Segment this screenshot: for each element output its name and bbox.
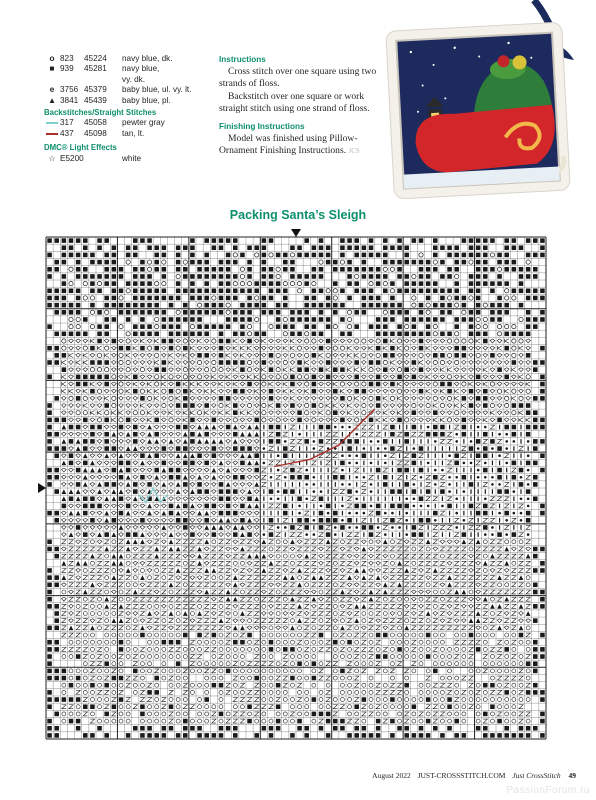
finishing-heading: Finishing Instructions <box>219 122 305 132</box>
instruction-paragraph: Backstitch over one square or work straight stitch using one strand of floss. <box>219 90 370 114</box>
key-name: navy blue, dk. <box>122 54 173 63</box>
key-anchor: 45224 <box>84 54 107 63</box>
key-symbol: ■ <box>49 64 55 74</box>
backstitch-swatch <box>44 129 60 139</box>
stitch-chart <box>38 229 554 747</box>
backstitch-heading: Backstitches/Straight Stitches <box>44 108 157 118</box>
instruction-paragraph: Model was finished using Pillow-Ornament Finishing Instructions. JCS <box>219 133 360 157</box>
instruction-paragraph: Cross stitch over one square using two strands of floss. <box>219 66 377 90</box>
key-row <box>44 154 214 164</box>
page-number: 49 <box>568 771 576 780</box>
key-name: baby blue, ul. vy. lt. <box>122 85 192 95</box>
backstitch-row <box>44 129 214 139</box>
website: JUST-CROSSSTITCH.COM <box>417 771 506 780</box>
key-dmc: 437 <box>60 128 74 138</box>
end-mark: JCS <box>348 147 360 156</box>
key-name: navy blue, vy. dk. <box>122 64 160 84</box>
light-effects-heading: DMC® Light Effects <box>44 143 117 153</box>
magazine-name: Just CrossStitch <box>512 771 561 780</box>
instructions <box>219 54 377 158</box>
chart-title: Packing Santa’s Sleigh <box>229 208 367 222</box>
watermark: PassionForum.ru <box>506 785 590 796</box>
key-symbol: o <box>49 54 55 63</box>
issue-date: August 2022 <box>372 771 411 780</box>
ornament-photo <box>384 0 596 200</box>
key-name: white <box>122 153 142 163</box>
key-name: baby blue, pl. <box>122 95 171 105</box>
star-icon: ☆ <box>48 153 56 163</box>
key-row <box>44 64 214 85</box>
key-dmc: 939 <box>60 64 74 74</box>
key-anchor: 45058 <box>84 118 107 128</box>
backstitch-swatch <box>44 118 60 128</box>
key-row <box>44 54 214 64</box>
backstitch-row <box>44 118 214 128</box>
key-anchor: 45439 <box>84 95 107 105</box>
key-dmc: E5200 <box>60 153 84 163</box>
key-dmc: 3841 <box>60 95 79 105</box>
instructions-heading: Instructions <box>219 55 266 64</box>
key-row <box>44 85 214 95</box>
key-name: tan, lt. <box>122 128 145 138</box>
key-anchor: 45281 <box>84 64 107 74</box>
color-key <box>44 54 214 164</box>
key-symbol: ▲ <box>47 95 57 105</box>
key-name: pewter gray <box>122 118 165 128</box>
key-dmc: 317 <box>60 118 74 128</box>
key-row <box>44 96 214 106</box>
key-dmc: 3756 <box>60 85 79 95</box>
key-anchor: 45098 <box>84 128 107 138</box>
page-footer <box>367 771 576 780</box>
key-symbol: e <box>49 85 55 95</box>
key-anchor: 45379 <box>84 85 107 95</box>
key-dmc: 823 <box>60 54 74 63</box>
